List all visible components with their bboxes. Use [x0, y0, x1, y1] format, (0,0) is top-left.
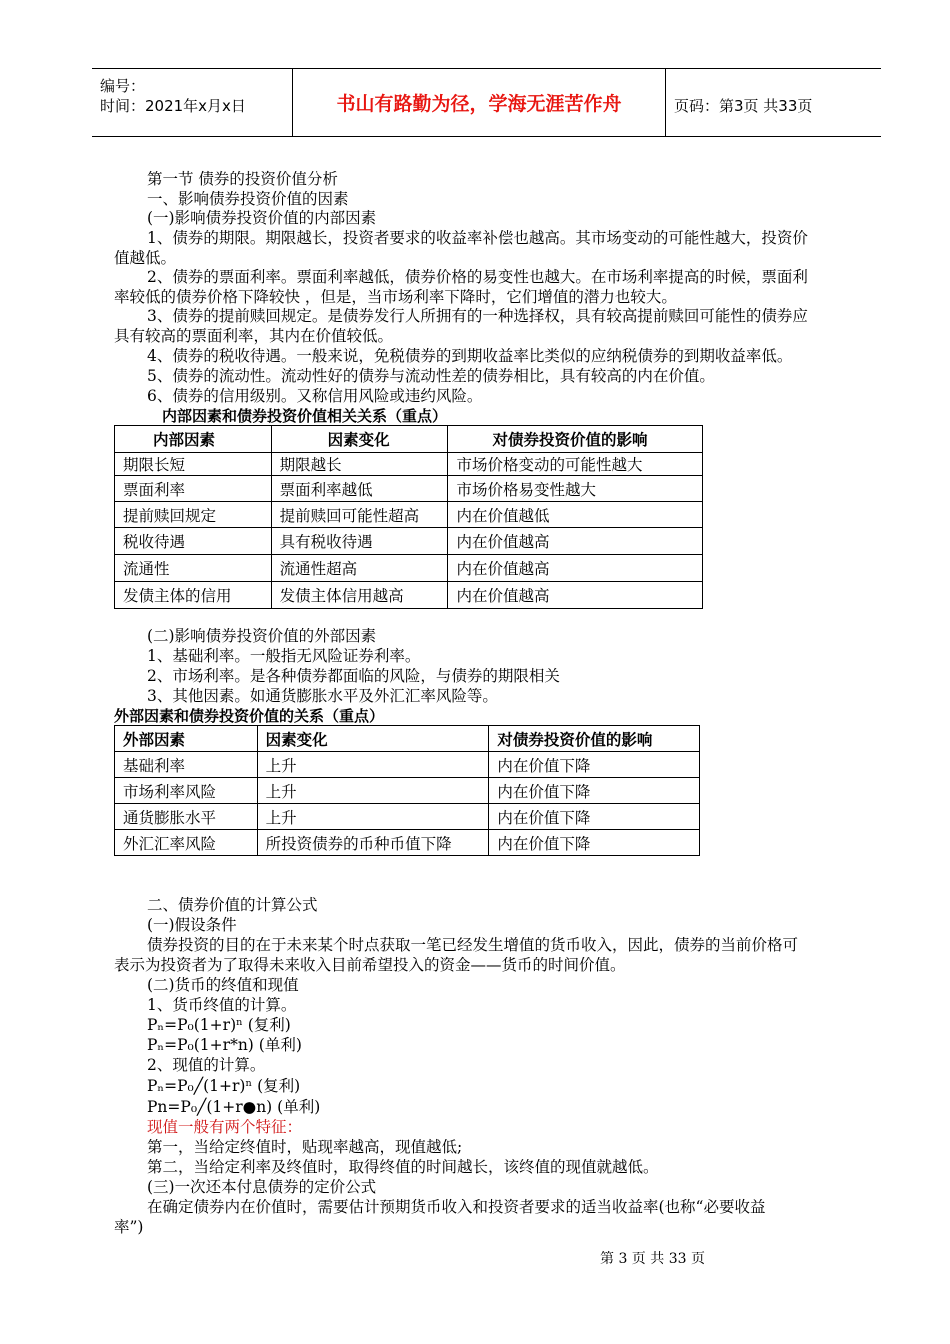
table-cell: 票面利率	[115, 476, 272, 502]
heading-1: 一、影响债券投资价值的因素	[147, 190, 349, 208]
table-header-row	[115, 726, 700, 752]
paragraph: 值越低。	[114, 249, 177, 267]
table-cell: 内在价值越高	[448, 555, 703, 582]
column-header: 外部因素	[115, 726, 258, 752]
formula-title: 1、货币终值的计算。	[147, 996, 297, 1014]
table-row	[115, 476, 703, 502]
heading-2c: (三)一次还本付息债券的定价公式	[147, 1178, 377, 1196]
table-row	[115, 502, 703, 528]
table-cell: 期限越长	[271, 453, 448, 476]
header-meta	[92, 69, 293, 136]
table-cell: 提前赎回可能性超高	[271, 502, 448, 528]
paragraph: 1、基础利率。一般指无风险证券利率。	[147, 647, 421, 665]
table-cell: 流通性超高	[271, 555, 448, 582]
table-cell: 外汇汇率风险	[115, 830, 258, 856]
table-cell: 通货膨胀水平	[115, 804, 258, 830]
table-cell: 上升	[257, 778, 489, 804]
column-header: 对债券投资价值的影响	[489, 726, 700, 752]
table-cell: 发债主体信用越高	[271, 582, 448, 609]
heading-2b: (二)货币的终值和现值	[147, 976, 299, 994]
table-cell: 内在价值下降	[489, 804, 700, 830]
table-cell: 期限长短	[115, 453, 272, 476]
table-cell: 市场价格变动的可能性越大	[448, 453, 703, 476]
paragraph: 表示为投资者为了取得未来收入目前希望投入的资金——货币的时间价值。	[114, 956, 626, 974]
table-cell: 上升	[257, 804, 489, 830]
table-cell: 市场利率风险	[115, 778, 258, 804]
time-label: 时间：2021年x月x日	[100, 97, 246, 115]
heading-1b: (二)影响债券投资价值的外部因素	[147, 627, 377, 645]
paragraph: 具有较高的票面利率，其内在价值较低。	[114, 327, 394, 345]
table-cell: 上升	[257, 752, 489, 778]
column-header: 因素变化	[271, 426, 448, 453]
table-cell: 内在价值越高	[448, 582, 703, 609]
table-cell: 所投资债券的币种币值下降	[257, 830, 489, 856]
formula: Pₙ=P₀╱(1+r)ⁿ (复利)	[147, 1077, 301, 1095]
table-row	[115, 582, 703, 609]
table-header-row	[115, 426, 703, 453]
table-cell: 具有税收待遇	[271, 528, 448, 555]
column-header: 内部因素	[115, 426, 272, 453]
paragraph: 4、债券的税收待遇。一般来说，免税债券的到期收益率比类似的应纳税债券的到期收益率低。	[147, 347, 793, 365]
paragraph: 第一，当给定终值时，贴现率越高，现值越低;	[147, 1138, 463, 1156]
section-title: 第一节 债券的投资价值分析	[147, 170, 338, 188]
table1-caption: 内部因素和债券投资价值相关关系（重点）	[162, 407, 448, 425]
page-number-footer: 第 3 页 共 33 页	[600, 1251, 705, 1267]
paragraph: 6、债券的信用级别。又称信用风险或违约风险。	[147, 387, 483, 405]
paragraph: 在确定债券内在价值时，需要估计预期货币收入和投资者要求的适当收益率(也称“必要收益	[147, 1198, 766, 1216]
formula: Pₙ=P₀(1+r)ⁿ (复利)	[147, 1016, 291, 1034]
table-cell: 基础利率	[115, 752, 258, 778]
table-row	[115, 830, 700, 856]
table-row	[115, 778, 700, 804]
header-motto-cell	[293, 69, 666, 136]
table-cell: 票面利率越低	[271, 476, 448, 502]
table-row	[115, 752, 700, 778]
motto: 书山有路勤为径，学海无涯苦作舟	[336, 93, 622, 115]
table-row	[115, 453, 703, 476]
paragraph: 债券投资的目的在于未来某个时点获取一笔已经发生增值的货币收入，因此，债券的当前价格可	[147, 936, 799, 954]
table-cell: 税收待遇	[115, 528, 272, 555]
page-header	[92, 68, 881, 137]
paragraph: 5、债券的流动性。流动性好的债券与流动性差的债券相比，具有较高的内在价值。	[147, 367, 715, 385]
paragraph: 2、市场利率。是各种债券都面临的风险，与债券的期限相关	[147, 667, 560, 685]
table-cell: 提前赎回规定	[115, 502, 272, 528]
heading-1a: (一)影响债券投资价值的内部因素	[147, 209, 377, 227]
internal-factors-table	[114, 425, 703, 609]
formula-title: 2、现值的计算。	[147, 1056, 266, 1074]
heading-2a: (一)假设条件	[147, 916, 237, 934]
table-cell: 内在价值越高	[448, 528, 703, 555]
paragraph: 第二，当给定利率及终值时，取得终值的时间越长，该终值的现值就越低。	[147, 1158, 659, 1176]
table-row	[115, 555, 703, 582]
heading-2: 二、债券价值的计算公式	[147, 896, 318, 914]
page-label: 页码：第3页 共33页	[674, 97, 813, 115]
header-page-cell	[666, 69, 880, 136]
paragraph: 率较低的债券价格下降较快 ，但是，当市场利率下降时，它们增值的潜力也较大。	[114, 288, 677, 306]
highlight-note: 现值一般有两个特征：	[147, 1118, 303, 1136]
table2-caption: 外部因素和债券投资价值的关系（重点）	[114, 707, 385, 725]
paragraph: 1、债券的期限。期限越长，投资者要求的收益率补偿也越高。其市场变动的可能性越大，投资价	[147, 229, 808, 247]
paragraph: 3、债券的提前赎回规定。是债券发行人所拥有的一种选择权，具有较高提前赎回可能性的债券应	[147, 307, 808, 325]
paragraph: 3、其他因素。如通货膨胀水平及外汇汇率风险等。	[147, 687, 498, 705]
table-row	[115, 804, 700, 830]
table-row	[115, 528, 703, 555]
paragraph: 2、债券的票面利率。票面利率越低，债券价格的易变性也越大。在市场利率提高的时候，票面利	[147, 268, 808, 286]
table-cell: 发债主体的信用	[115, 582, 272, 609]
table-cell: 内在价值越低	[448, 502, 703, 528]
table-cell: 内在价值下降	[489, 752, 700, 778]
external-factors-table	[114, 725, 700, 856]
column-header: 因素变化	[257, 726, 489, 752]
table-cell: 市场价格易变性越大	[448, 476, 703, 502]
formula: Pn=P₀╱(1+r●n) (单利)	[147, 1098, 321, 1116]
table-cell: 内在价值下降	[489, 830, 700, 856]
formula: Pₙ=P₀(1+r*n) (单利)	[147, 1036, 302, 1054]
paragraph: 率”)	[114, 1218, 144, 1236]
table-cell: 流通性	[115, 555, 272, 582]
column-header: 对债券投资价值的影响	[448, 426, 703, 453]
number-label: 编号：	[100, 77, 146, 95]
table-cell: 内在价值下降	[489, 778, 700, 804]
